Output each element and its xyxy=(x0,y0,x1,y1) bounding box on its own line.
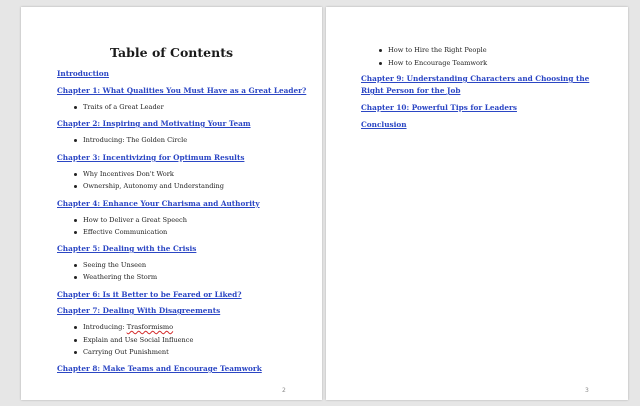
toc-link-chapter-9[interactable]: Chapter 9: Understanding Characters and Choosing the Right Person for the Job xyxy=(361,74,590,95)
toc-subsection-label: Why Incentives Don't Work xyxy=(83,170,174,178)
bullet-icon xyxy=(74,231,77,234)
document-page-2 xyxy=(21,7,322,400)
toc-link-chapter-1[interactable]: Chapter 1: What Qualities You Must Have as a Great Leader? xyxy=(57,86,307,95)
bullet-icon xyxy=(74,351,77,354)
toc-subsection xyxy=(74,348,169,356)
page-number: 2 xyxy=(282,387,286,394)
toc-subsection xyxy=(74,170,174,178)
bullet-icon xyxy=(74,185,77,188)
bullet-icon xyxy=(74,139,77,142)
toc-link-chapter-6[interactable]: Chapter 6: Is it Better to be Feared or Liked? xyxy=(57,290,242,299)
toc-subsection xyxy=(74,182,224,190)
toc-subsection xyxy=(74,216,187,224)
toc-subsection-label: How to Deliver a Great Speech xyxy=(83,216,187,224)
toc-link-conclusion[interactable]: Conclusion xyxy=(361,120,407,129)
bullet-icon xyxy=(74,219,77,222)
bullet-icon xyxy=(74,339,77,342)
toc-subsection-label: Ownership, Autonomy and Understanding xyxy=(83,182,225,190)
toc-link-chapter-8[interactable]: Chapter 8: Make Teams and Encourage Teamwork xyxy=(57,364,262,373)
toc-subsection-label: Effective Communication xyxy=(83,228,168,236)
toc-link-chapter-4[interactable]: Chapter 4: Enhance Your Charisma and Authority xyxy=(57,199,260,208)
toc-subsection xyxy=(74,136,187,144)
bullet-icon xyxy=(379,49,382,52)
toc-link-chapter-5[interactable]: Chapter 5: Dealing with the Crisis xyxy=(57,244,197,253)
toc-subsection-label: Introducing: The Golden Circle xyxy=(83,136,188,144)
toc-subsection-label: Seeing the Unseen xyxy=(83,261,147,269)
bullet-icon xyxy=(74,276,77,279)
toc-subsection xyxy=(74,323,173,331)
bullet-icon xyxy=(379,62,382,65)
toc-subsection xyxy=(379,59,487,67)
toc-subsection-label: Traits of a Great Leader xyxy=(83,103,164,111)
toc-link-chapter-3[interactable]: Chapter 3: Incentivizing for Optimum Results xyxy=(57,153,245,162)
toc-subsection xyxy=(74,228,167,236)
bullet-icon xyxy=(74,264,77,267)
toc-subsection-label: Weathering the Storm xyxy=(83,273,158,281)
toc-subsection xyxy=(74,336,193,344)
toc-subsection xyxy=(74,261,146,269)
toc-subsection-label: How to Hire the Right People xyxy=(388,46,487,54)
toc-subsection-label: Introducing: xyxy=(83,323,127,331)
toc-link-introduction[interactable]: Introduction xyxy=(57,69,109,78)
bullet-icon xyxy=(74,173,77,176)
page-number: 3 xyxy=(585,387,589,394)
toc-subsection xyxy=(379,46,487,54)
toc-title: Table of Contents xyxy=(109,45,234,60)
document-page-3 xyxy=(326,7,628,400)
toc-subsection xyxy=(74,103,164,111)
bullet-icon xyxy=(74,106,77,109)
toc-subsection xyxy=(74,273,157,281)
toc-subsection-label: How to Encourage Teamwork xyxy=(388,59,488,67)
toc-link-chapter-7[interactable]: Chapter 7: Dealing With Disagreements xyxy=(57,306,221,315)
toc-subsection-label: Explain and Use Social Influence xyxy=(83,336,194,344)
toc-link-chapter-10[interactable]: Chapter 10: Powerful Tips for Leaders xyxy=(361,103,517,112)
bullet-icon xyxy=(74,326,77,329)
toc-subsection-label: Carrying Out Punishment xyxy=(83,348,169,356)
toc-link-chapter-2[interactable]: Chapter 2: Inspiring and Motivating Your Team xyxy=(57,119,251,128)
misspelled-word[interactable]: Trasformismo xyxy=(126,323,174,331)
